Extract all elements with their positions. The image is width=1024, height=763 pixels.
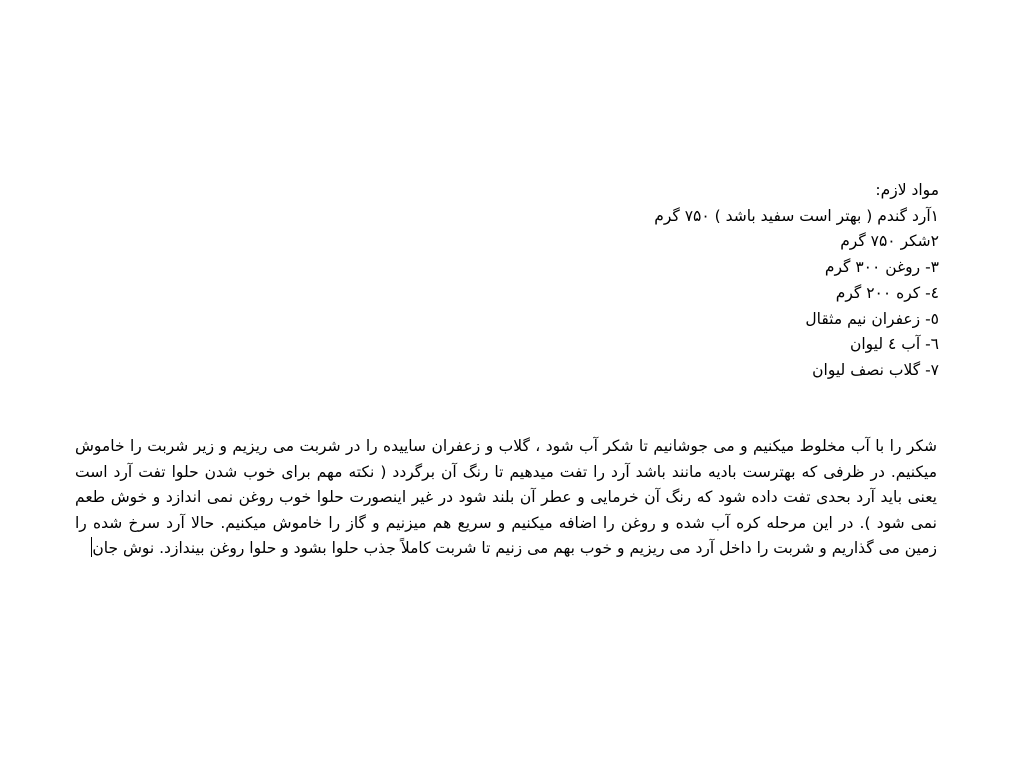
- ingredients-heading: مواد لازم:: [875, 181, 939, 199]
- ingredient-item: ۲شکر ۷۵۰ گرم: [840, 232, 939, 251]
- instructions-text-area[interactable]: [75, 434, 937, 562]
- ingredient-item: ۷- گلاب نصف لیوان: [812, 360, 939, 379]
- ingredient-item: ۳- روغن ۳۰۰ گرم: [824, 258, 939, 277]
- ingredient-item: ٦- آب ٤ لیوان: [849, 335, 939, 354]
- ingredients-list: [339, 178, 939, 384]
- ingredient-item: ٤- کره ۲۰۰ گرم: [835, 283, 939, 302]
- instructions-paragraph: شکر را با آب مخلوط میکنیم و می جوشانیم تا شکر آب شود ، گلاب و زعفران ساییده را در شربت می ریزیم و زیر شربت را خاموش میکنیم. در ظرفی که بهترست بادیه مانند باشد آرد را تفت میدهیم تا رنگ آن برگردد ( نکته مهم برای خوب شدن حلوا تفت آرد است یعنی باید آرد بحدی تفت داده شود که رنگ آن خرمایی و عطر آن بلند شود در غیر اینصورت حلوا خوب روغن نمی اندازد و خوش طعم نمی شود ). در این مرحله کره آب شده و روغن را اضافه میکنیم و سریع هم میزنیم و گاز را خاموش میکنیم. حالا آرد سرخ شده را زمین می گذاریم و شربت را داخل آرد می ریزیم و خوب بهم می زنیم تا شربت کاملاً جذب حلوا بشود و حلوا روغن بیندازد. نوش جان: [75, 437, 937, 557]
- ingredient-item: ٥- زعفران نیم مثقال: [805, 309, 939, 328]
- ingredient-item: ۱آرد گندم ( بهتر است سفید باشد ) ۷۵۰ گرم: [654, 206, 939, 225]
